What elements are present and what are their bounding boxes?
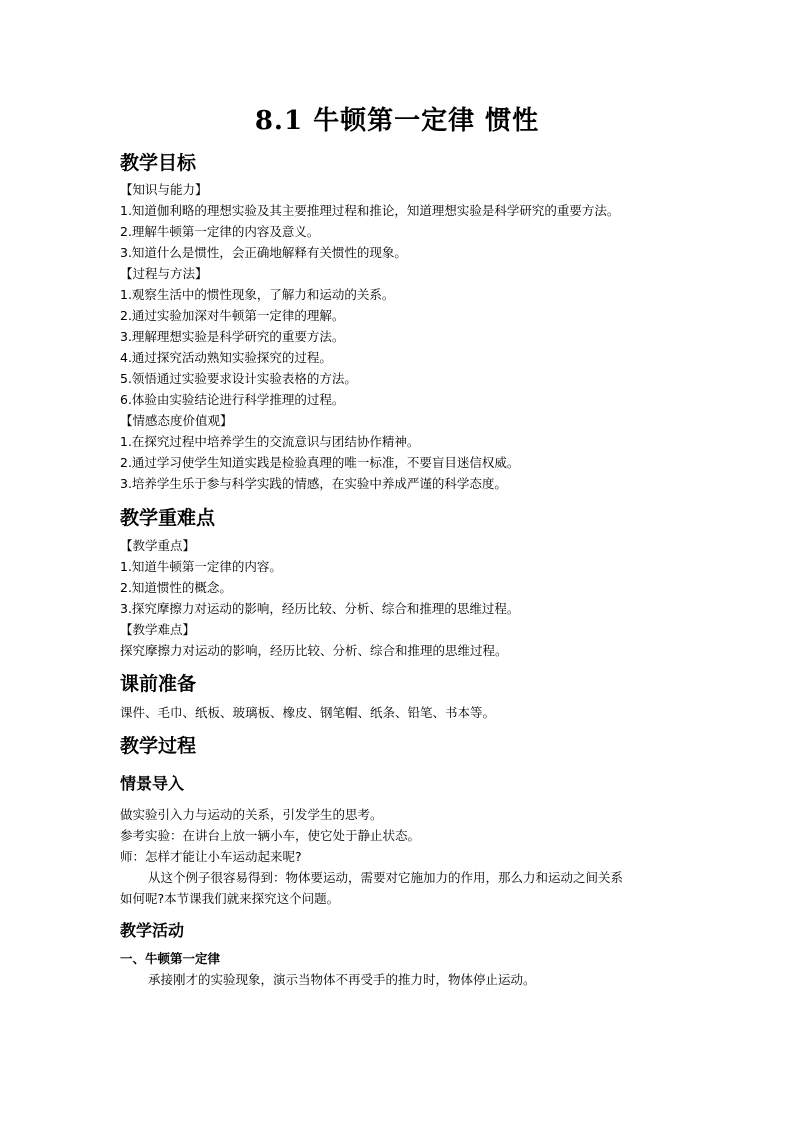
page-title: 8.1 牛顿第一定律 惯性 (254, 106, 540, 136)
intro-line: 参考实验：在讲台上放一辆小车，使它处于静止状态。 (120, 828, 421, 843)
intro-line: 师：怎样才能让小车运动起来呢? (120, 849, 302, 864)
subheading-knowledge: 【知识与能力】 (120, 182, 208, 197)
knowledge-item: 3.知道什么是惯性，会正确地解释有关惯性的现象。 (120, 245, 407, 260)
emotion-item: 2.通过学习使学生知道实践是检验真理的唯一标准，不要盲目迷信权威。 (120, 455, 520, 470)
heading-teaching-activity: 教学活动 (120, 921, 185, 940)
knowledge-item: 1.知道伽利略的理想实验及其主要推理过程和推论，知道理想实验是科学研究的重要方法。 (120, 203, 620, 218)
subheading-process: 【过程与方法】 (120, 266, 208, 281)
process-item: 6.体验由实验结论进行科学推理的过程。 (120, 392, 345, 407)
difficult-item: 探究摩擦力对运动的影响，经历比较、分析、综合和推理的思维过程。 (120, 643, 508, 658)
heading-scene-intro: 情景导入 (120, 774, 185, 793)
intro-line: 从这个例子很容易得到：物体要运动，需要对它施加力的作用，那么力和运动之间关系 (148, 870, 624, 885)
process-item: 5.领悟通过实验要求设计实验表格的方法。 (120, 371, 357, 386)
subheading-emotion: 【情感态度价值观】 (120, 413, 233, 428)
intro-line: 做实验引入力与运动的关系，引发学生的思考。 (120, 807, 383, 822)
subheading-newton-first-law: 一、牛顿第一定律 (120, 951, 221, 966)
process-item: 1.观察生活中的惯性现象，了解力和运动的关系。 (120, 287, 395, 302)
intro-line: 如何呢?本节课我们就来探究这个问题。 (120, 891, 340, 906)
subheading-difficult: 【教学难点】 (120, 622, 196, 637)
heading-preparation: 课前准备 (120, 673, 197, 695)
key-item: 1.知道牛顿第一定律的内容。 (120, 559, 282, 574)
subheading-key: 【教学重点】 (120, 538, 196, 553)
activity-text: 承接刚才的实验现象，演示当物体不再受手的推力时，物体停止运动。 (148, 972, 536, 987)
heading-teaching-process: 教学过程 (120, 735, 197, 757)
emotion-item: 3.培养学生乐于参与科学实践的情感，在实验中养成严谨的科学态度。 (120, 476, 507, 491)
process-item: 3.理解理想实验是科学研究的重要方法。 (120, 329, 345, 344)
process-item: 4.通过探究活动熟知实验探究的过程。 (120, 350, 332, 365)
key-item: 2.知道惯性的概念。 (120, 580, 232, 595)
process-item: 2.通过实验加深对牛顿第一定律的理解。 (120, 308, 345, 323)
heading-key-points: 教学重难点 (120, 507, 216, 529)
heading-teaching-goals: 教学目标 (120, 152, 197, 174)
preparation-text: 课件、毛巾、纸板、玻璃板、橡皮、钢笔帽、纸条、铅笔、书本等。 (120, 705, 496, 720)
emotion-item: 1.在探究过程中培养学生的交流意识与团结协作精神。 (120, 434, 420, 449)
knowledge-item: 2.理解牛顿第一定律的内容及意义。 (120, 224, 320, 239)
key-item: 3.探究摩擦力对运动的影响，经历比较、分析、综合和推理的思维过程。 (120, 601, 520, 616)
